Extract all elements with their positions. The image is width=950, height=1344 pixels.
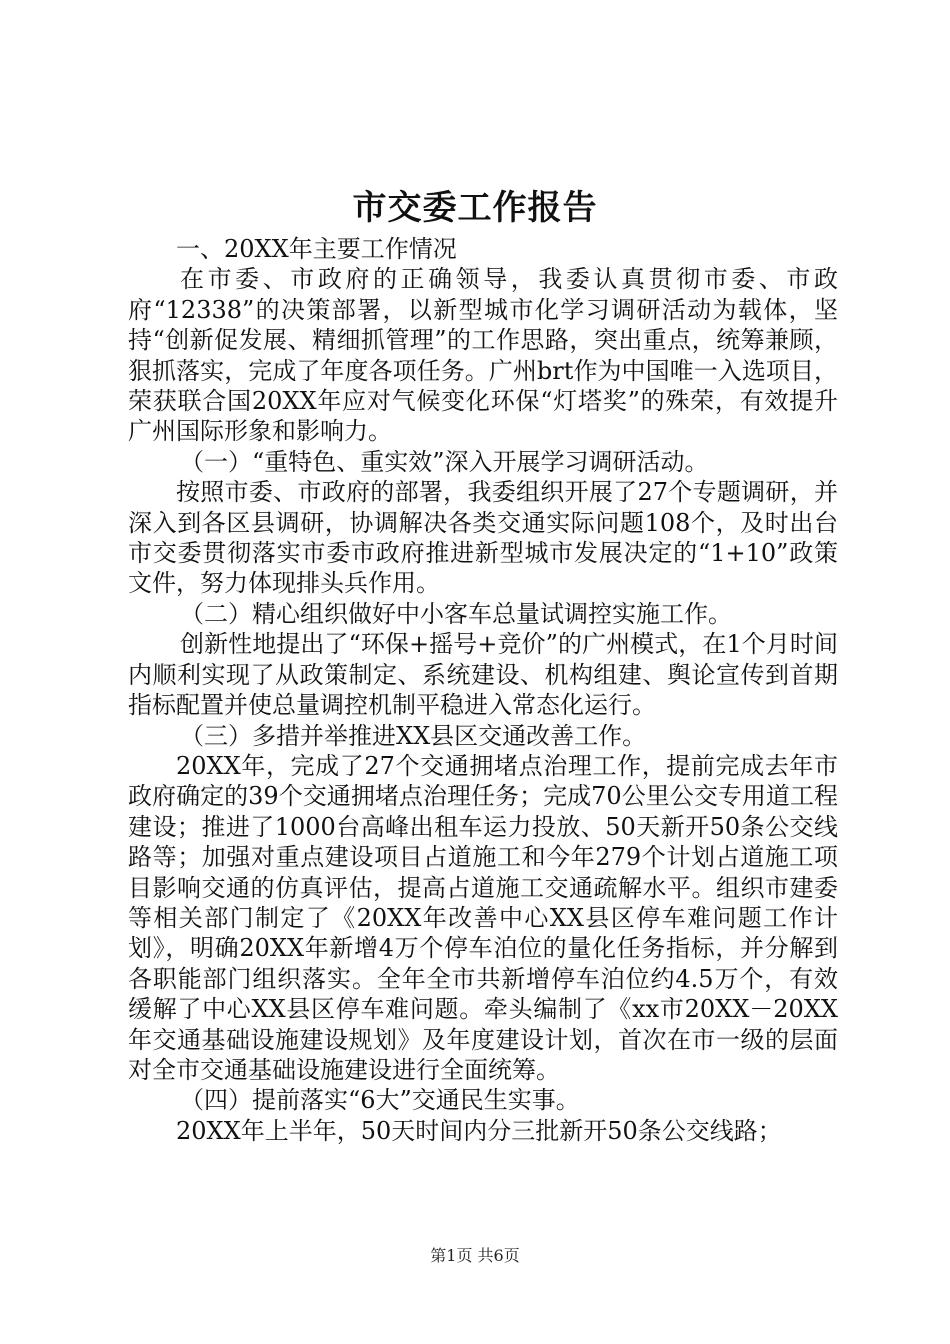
body-paragraph: 按照市委、市政府的部署，我委组织开展了27个专题调研，并深入到各区县调研，协调解决各类交通实际问题108个，及时出台市交委贯彻落实市委市政府推进新型城市发展决定的“1+10”政策文件，努力体现排头兵作用。 [128,478,838,598]
subsection-heading: （二）精心组织做好中小客车总量试调控实施工作。 [180,599,732,628]
subsection-heading: （三）多措并举推进XX县区交通改善工作。 [180,721,647,750]
subsection-heading: （一）“重特色、重实效”深入开展学习调研活动。 [180,447,709,476]
body-paragraph: 在市委、市政府的正确领导，我委认真贯彻市委、市政府“12338”的决策部署，以新型城市化学习调研活动为载体，坚持“创新促发展、精细抓管理”的工作思路，突出重点，统筹兼顾，狠抓落实，完成了年度各项任务。广州brt作为中国唯一入选项目，荣获联合国20XX年应对气候变化环保“灯塔奖”的殊荣，有效提升广州国际形象和影响力。 [128,265,838,446]
document-body [128,234,838,1146]
page-footer: 第1页 共6页 [430,1246,520,1265]
subsection-heading: （四）提前落实“6大”交通民生实事。 [180,1086,580,1115]
document-title: 市交委工作报告 [352,188,598,228]
body-paragraph: 20XX年上半年，50天时间内分三批新开50条公交线路； [176,1116,782,1145]
section-heading: 一、20XX年主要工作情况 [176,235,457,263]
body-paragraph: 创新性地提出了“环保+摇号+竞价”的广州模式，在1个月时间内顺利实现了从政策制定、系统建设、机构组建、舆论宣传到首期指标配置并使总量调控机制平稳进入常态化运行。 [128,630,838,720]
body-paragraph: 20XX年，完成了27个交通拥堵点治理工作，提前完成去年市政府确定的39个交通拥堵点治理任务；完成70公里公交专用道工程建设；推进了1000台高峰出租车运力投放、50天新开50条公交线路等；加强对重点建设项目占道施工和今年279个计划占道施工项目影响交通的仿真评估，提高占道施工交通疏解水平。组织市建委等相关部门制定了《20XX年改善中心XX县区停车难问题工作计划》，明确20XX年新增4万个停车泊位的量化任务指标，并分解到各职能部门组织落实。全年全市共新增停车泊位约4.5万个，有效缓解了中心XX县区停车难问题。牵头编制了《xx市20XX－20XX年交通基础设施建设规划》及年度建设计划，首次在市一级的层面对全市交通基础设施建设进行全面统筹。 [128,751,838,1084]
